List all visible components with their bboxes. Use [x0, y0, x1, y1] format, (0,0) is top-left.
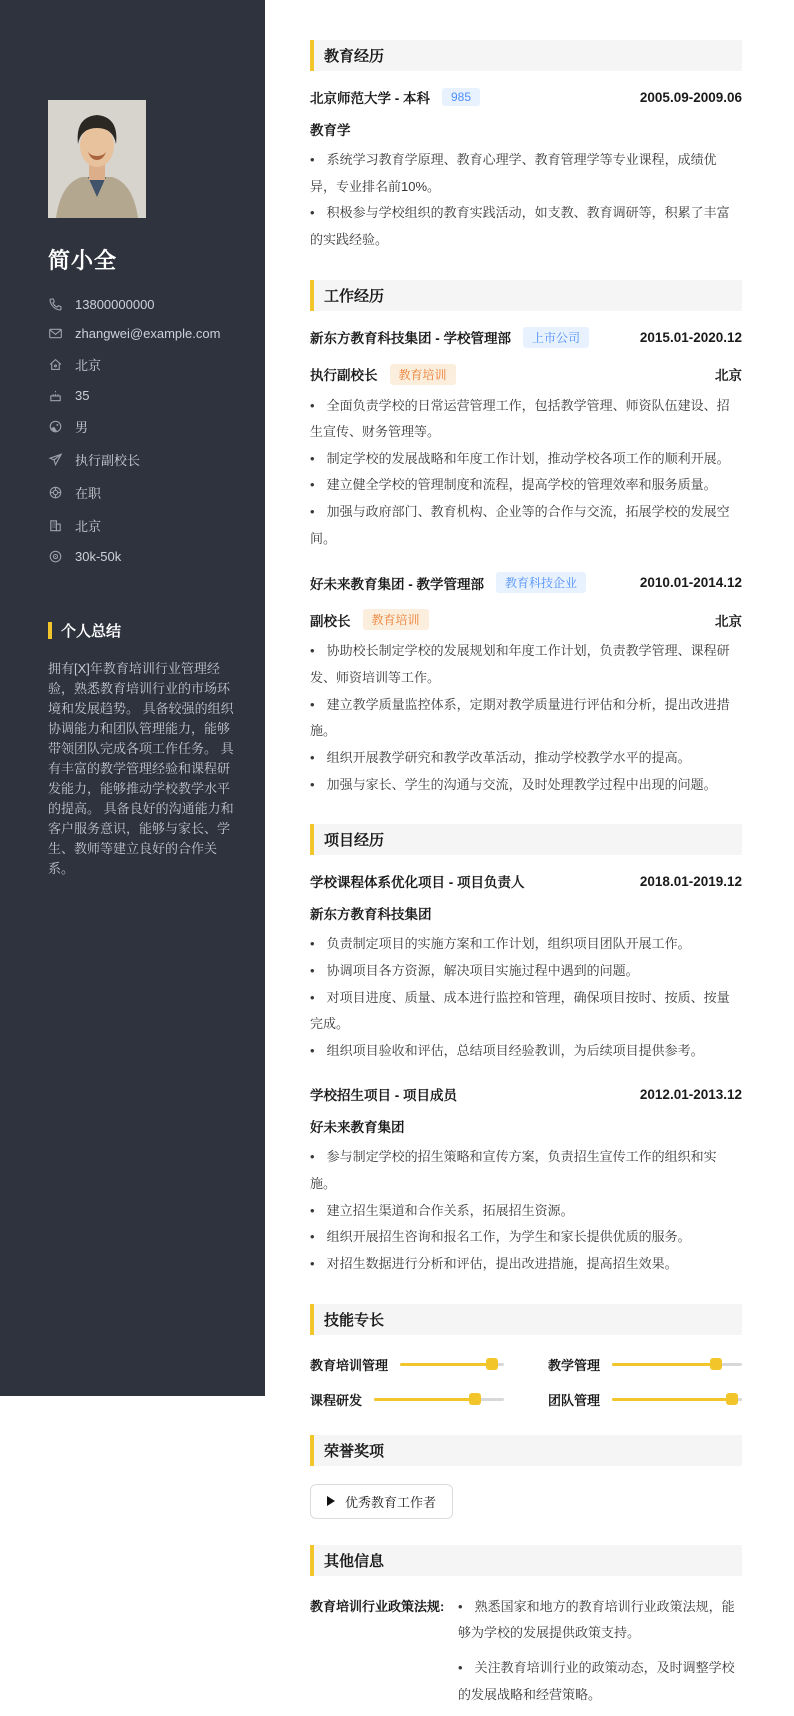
bullet-item: • 组织开展招生咨询和报名工作，为学生和家长提供优质的服务。: [310, 1224, 742, 1251]
project-date: 2012.01-2013.12: [639, 1086, 742, 1102]
phone-icon: [48, 297, 63, 312]
slider-fill: [374, 1398, 475, 1401]
contact-value: 北京: [75, 358, 102, 373]
job-role: 执行副校长: [310, 368, 378, 384]
bullet-item: • 加强与家长、学生的沟通与交流，及时处理教学过程中出现的问题。: [310, 772, 742, 799]
company-badge: 上市公司: [523, 327, 589, 348]
candidate-name: 简小全: [48, 248, 118, 273]
other-info-row: [310, 1594, 742, 1716]
bullet-item: • 协助校长制定学校的发展规划和年度工作计划，负责教学管理、课程研发、师资培训等工作。: [310, 638, 742, 691]
status-icon: [48, 485, 63, 500]
contact-item-location: [48, 355, 237, 374]
contact-value: 在职: [75, 486, 102, 501]
bullet-item: • 加强与政府部门、教育机构、企业等的合作与交流，拓展学校的发展空间。: [310, 499, 742, 552]
bullet-item: • 积极参与学校组织的教育实践活动，如支教、教育调研等，积累了丰富的实践经验。: [310, 200, 742, 253]
contact-item-age: [48, 388, 237, 403]
job-date: 2010.01-2014.12: [639, 575, 742, 591]
resume-main: [265, 0, 794, 1702]
school-badge: 985: [442, 88, 480, 106]
section-education: [310, 40, 742, 254]
skills-grid: [310, 1355, 742, 1409]
skill-label: 教育培训管理: [310, 1357, 389, 1373]
accent-bar: [48, 622, 52, 639]
bullet-item: • 对项目进度、质量、成本进行监控和管理，确保项目按时、按质、按量完成。: [310, 985, 742, 1038]
education-title-row: [310, 87, 742, 107]
honor-chip[interactable]: [310, 1484, 453, 1519]
industry-badge: 教育培训: [363, 609, 429, 630]
contact-item-title: [48, 450, 237, 469]
company-badge: 教育科技企业: [496, 572, 586, 593]
job-title-row: [310, 572, 742, 593]
skill-label: 教学管理: [548, 1357, 601, 1373]
summary-title-text: 个人总结: [61, 623, 122, 640]
skill-item: [310, 1355, 504, 1374]
bullet-item: • 组织开展教学研究和教学改革活动，推动学校教学水平的提高。: [310, 745, 742, 772]
job-role-row: [310, 609, 742, 630]
job-entry: [310, 327, 742, 553]
mail-icon: [48, 326, 63, 341]
company-name: 好未来教育集团 - 教学管理部: [310, 576, 484, 592]
slider-knob[interactable]: [469, 1393, 481, 1405]
section-header-education: 教育经历: [310, 40, 742, 71]
education-bullets: [310, 147, 742, 254]
section-header-honors: 荣誉奖项: [310, 1435, 742, 1466]
bullet-item: • 制定学校的发展战略和年度工作计划，推动学校各项工作的顺利开展。: [310, 446, 742, 473]
section-honors: [310, 1435, 742, 1519]
job-title-row: [310, 327, 742, 348]
job-bullets: [310, 638, 742, 798]
job-entry: [310, 572, 742, 798]
home-icon: [48, 357, 63, 372]
contact-value: 执行副校长: [75, 453, 141, 468]
bullet-item: • 建立招生渠道和合作关系，拓展招生资源。: [310, 1198, 742, 1225]
contact-value: 北京: [75, 519, 102, 534]
bullet-item: • 系统学习教育学原理、教育心理学、教育管理学等专业课程，成绩优异，专业排名前10%。: [310, 147, 742, 200]
project-date: 2018.01-2019.12: [639, 873, 742, 889]
personal-summary: [48, 620, 237, 879]
bullet-item: • 对招生数据进行分析和评估，提出改进措施，提高招生效果。: [310, 1251, 742, 1278]
project-entry: [310, 871, 742, 1064]
slider-knob[interactable]: [726, 1393, 738, 1405]
summary-title: [48, 620, 237, 641]
bullet-item: • 建立健全学校的管理制度和流程，提高学校的管理效率和服务质量。: [310, 472, 742, 499]
job-location: 北京: [715, 368, 742, 384]
age-icon: [48, 388, 63, 403]
project-bullets: [310, 931, 742, 1064]
skill-label: 团队管理: [548, 1392, 601, 1408]
job-role-row: [310, 364, 742, 385]
skill-slider: [612, 1363, 742, 1366]
gender-icon: [48, 419, 63, 434]
section-header-projects: 项目经历: [310, 824, 742, 855]
skill-item: [548, 1355, 742, 1374]
industry-badge: 教育培训: [390, 364, 456, 385]
skill-slider: [612, 1398, 742, 1401]
bullet-item: • 协调项目各方资源，解决项目实施过程中遇到的问题。: [310, 958, 742, 985]
section-projects: [310, 824, 742, 1277]
bullet-item: • 组织项目验收和评估，总结项目经验教训，为后续项目提供参考。: [310, 1038, 742, 1065]
profile-photo: [48, 100, 146, 218]
slider-fill: [612, 1363, 716, 1366]
contact-item-salary: [48, 549, 237, 564]
project-title-row: [310, 1084, 742, 1104]
skill-label: 课程研发: [310, 1392, 363, 1408]
section-work: [310, 280, 742, 799]
contact-value: zhangwei@example.com: [75, 326, 221, 341]
slider-fill: [612, 1398, 732, 1401]
contact-item-email: [48, 326, 237, 341]
contact-list: [48, 297, 237, 564]
section-skills: [310, 1304, 742, 1409]
section-header-other: 其他信息: [310, 1545, 742, 1576]
sidebar: [0, 0, 265, 1396]
other-bullets: [458, 1594, 742, 1716]
project-company: 好未来教育集团: [310, 1120, 405, 1136]
contact-value: 男: [75, 420, 89, 435]
skill-item: [310, 1390, 504, 1409]
education-major: 教育学: [310, 123, 351, 138]
job-location: 北京: [715, 613, 742, 629]
bullet-item: • 参与制定学校的招生策略和宣传方案，负责招生宣传工作的组织和实施。: [310, 1144, 742, 1197]
skill-item: [548, 1390, 742, 1409]
project-bullets: [310, 1144, 742, 1277]
bullet-item: • 建立教学质量监控体系，定期对教学质量进行评估和分析，提出改进措施。: [310, 692, 742, 745]
contact-item-phone: [48, 297, 237, 312]
project-title-row: [310, 871, 742, 891]
contact-item-city: [48, 516, 237, 535]
bullet-item: • 关注教育培训行业的政策动态，及时调整学校的发展战略和经营策略。: [458, 1655, 742, 1708]
summary-text: 拥有[X]年教育培训行业管理经验，熟悉教育培训行业的市场环境和发展趋势。 具备较强的组织协调能力和团队管理能力，能够带领团队完成各项工作任务。 具有丰富的教学管理经验和课程研发能力，能够推动学校教学水平的提高。 具备良好的沟通能力和客户服务意识，能够与家长、学生、教师等建立良好的合作关系。: [48, 661, 234, 876]
job-date: 2015.01-2020.12: [639, 329, 742, 345]
section-header-work: 工作经历: [310, 280, 742, 311]
skill-slider: [400, 1363, 504, 1366]
slider-fill: [400, 1363, 492, 1366]
project-name: 学校招生项目 - 项目成员: [310, 1088, 457, 1104]
contact-item-gender: [48, 417, 237, 436]
bullet-item: • 熟悉国家和地方的教育培训行业政策法规，能够为学校的发展提供政策支持。: [458, 1594, 742, 1647]
company-name: 新东方教育科技集团 - 学校管理部: [310, 331, 511, 347]
slider-knob[interactable]: [710, 1358, 722, 1370]
section-other: [310, 1545, 742, 1716]
contact-value: 30k-50k: [75, 549, 122, 564]
project-entry: [310, 1084, 742, 1277]
skill-slider: [374, 1398, 504, 1401]
project-name: 学校课程体系优化项目 - 项目负责人: [310, 875, 525, 891]
salary-icon: [48, 549, 63, 564]
contact-value: 13800000000: [75, 297, 155, 312]
school-name: 北京师范大学 - 本科: [310, 91, 430, 106]
play-icon: [327, 1496, 335, 1506]
contact-value: 35: [75, 388, 90, 403]
bullet-item: • 负责制定项目的实施方案和工作计划，组织项目团队开展工作。: [310, 931, 742, 958]
bullet-item: • 全面负责学校的日常运营管理工作，包括教学管理、师资队伍建设、招生宣传、财务管理等。: [310, 393, 742, 446]
portrait-illustration: [48, 100, 146, 218]
job-role: 副校长: [310, 613, 351, 629]
honor-label: 优秀教育工作者: [345, 1494, 437, 1510]
slider-knob[interactable]: [486, 1358, 498, 1370]
job-bullets: [310, 393, 742, 553]
education-date: 2005.09-2009.06: [639, 89, 742, 105]
project-company: 新东方教育科技集团: [310, 907, 432, 923]
contact-item-status: [48, 483, 237, 502]
building-icon: [48, 518, 63, 533]
section-header-skills: 技能专长: [310, 1304, 742, 1335]
other-label: 教育培训行业政策法规:: [310, 1598, 445, 1614]
briefcase-icon: [48, 452, 63, 467]
